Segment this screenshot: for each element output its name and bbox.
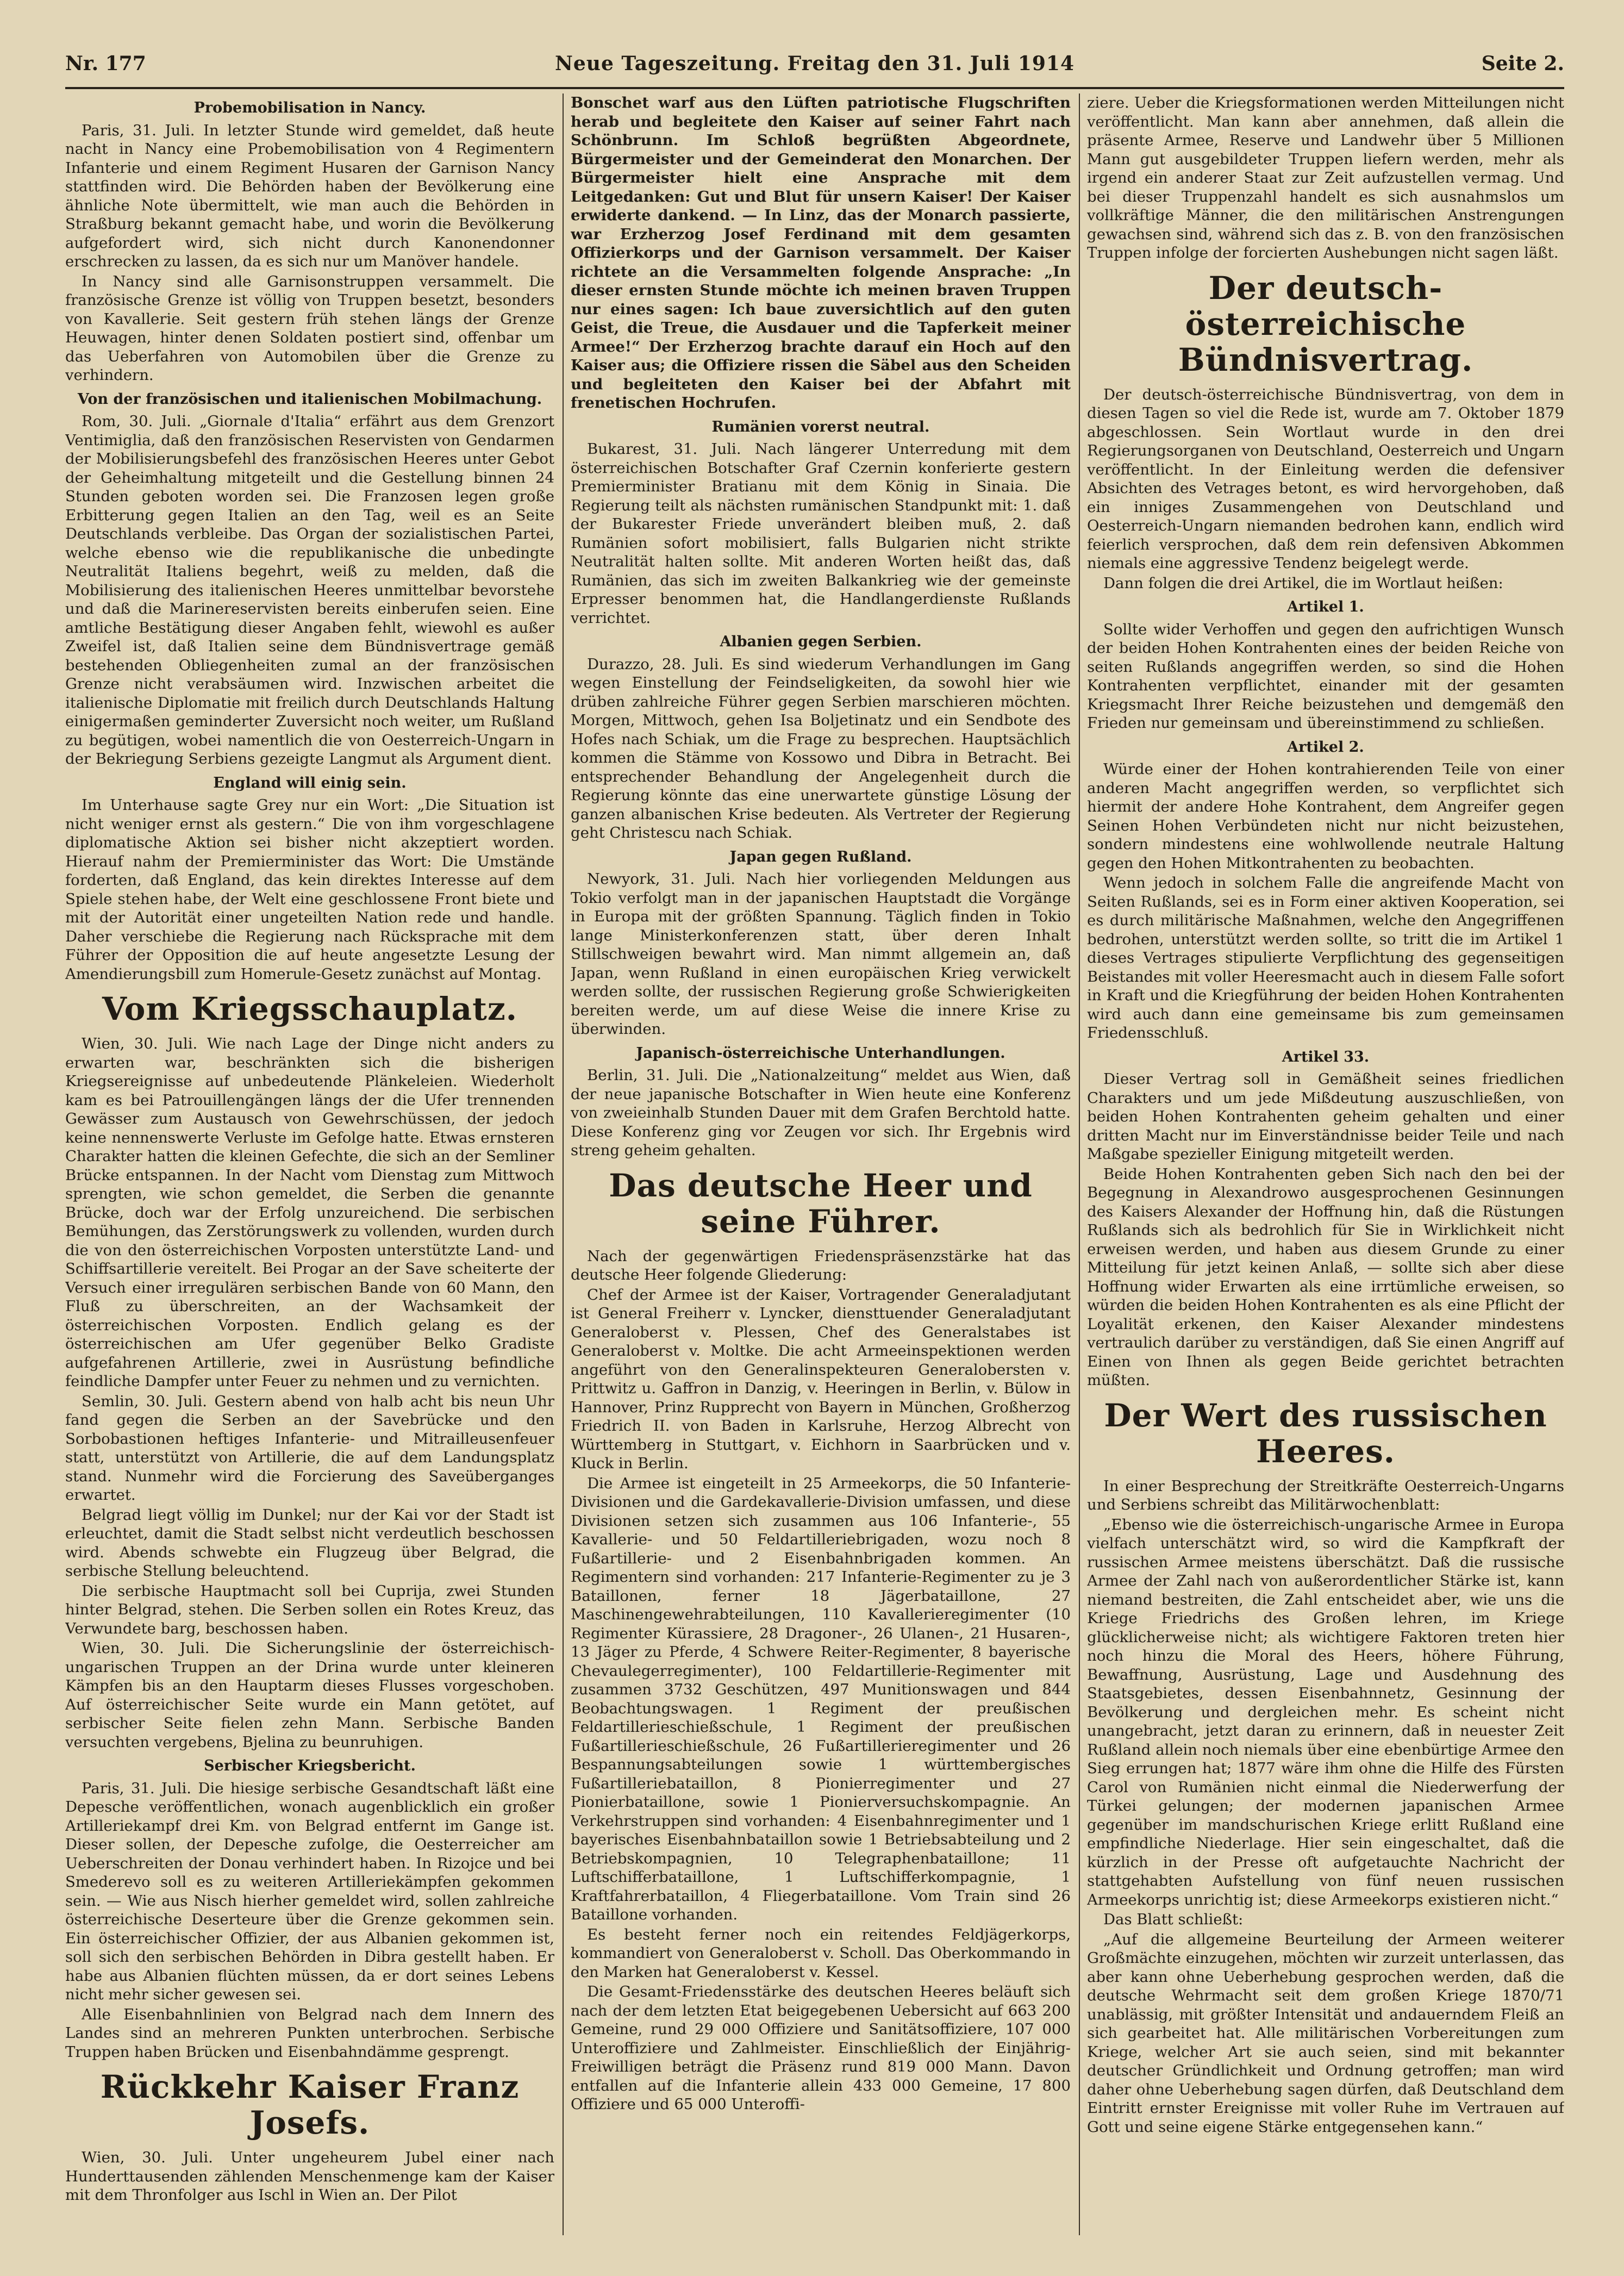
header-rule bbox=[65, 87, 1564, 89]
article-paragraph: In einer Besprechung der Streitkräfte Oesterreich-Ungarns und Serbiens schreibt das Militärwochenblatt: bbox=[1087, 1477, 1564, 1513]
newspaper-title-date: Neue Tageszeitung. Freitag den 31. Juli 1914 bbox=[554, 52, 1075, 75]
section-title: Japanisch-österreichische Unterhandlungen. bbox=[636, 1044, 1005, 1062]
article-paragraph: Sollte wider Verhoffen und gegen den aufrichtigen Wunsch der beiden Hohen Kontrahenten eines der beiden Reiche von seiten Rußlands angegriffen werden, so sind die Hohen Kontrahenten verpflichtet, einander mit der gesamten Kriegsmacht Ihrer Reiche beizustehen und demgemäß den Frieden nur gemeinsam und übereinstimmend zu schließen. bbox=[1087, 620, 1564, 732]
article-paragraph: Beide Hohen Kontrahenten geben Sich nach den bei der Begegnung in Alexandrowo ausgesprochenen Gesinnungen des Kaisers Alexander der Hoffnung hin, daß die Rüstungen Rußlands sich als bedrohlich für Sie in Wirklichkeit nicht erweisen werden, und haben aus diesem Grunde zu einer Mitteilung für jetzt keinen Anlaß, — sollte sich aber diese Hoffnung wider Erwarten als eine irrtümliche erweisen, so würden die beiden Hohen Kontrahenten es als eine Pflicht der Loyalität erkenen, den Kaiser Alexander mindestens vertraulich darüber zu verständigen, daß Sie einen Angriff auf Einen von Ihnen als gegen Beide gerichtet betrachten müßten. bbox=[1087, 1165, 1564, 1389]
article-paragraph: In Nancy sind alle Garnisonstruppen versammelt. Die französische Grenze ist völlig von Truppen besetzt, besonders von Kavallerie. Seit gestern früh stehen längs der Grenze Heuwagen, hinter denen Soldaten postiert sind, offenbar um das Ueberfahren von Automobilen über die Grenze zu verhindern. bbox=[65, 272, 554, 384]
article-paragraph: Das Blatt schließt: bbox=[1103, 1911, 1244, 1928]
article-paragraph: Wien, 30. Juli. Unter ungeheurem Jubel einer nach Hunderttausenden zählenden Menschenmenge kam der Kaiser mit dem Thronfolger aus Ischl in Wien an. Der Pilot bbox=[65, 2149, 554, 2204]
article-paragraph: Nach der gegenwärtigen Friedenspräsenzstärke hat das deutsche Heer folgende Gliederung: bbox=[571, 1247, 1071, 1283]
page-number: Seite 2. bbox=[1481, 52, 1564, 75]
article-paragraph: Alle Eisenbahnlinien von Belgrad nach dem Innern des Landes sind an mehreren Punkten unterbrochen. Serbische Truppen haben Brücken und Eisenbahndämme gesprengt. bbox=[65, 2005, 554, 2061]
article-paragraph: Belgrad liegt völlig im Dunkel; nur der Kai vor der Stadt ist erleuchtet, damit die Stadt selbst nicht verdeutlich beschossen wird. Abends schwebte ein Flugzeug über Belgrad, die serbische Stellung beleuchtend. bbox=[65, 1506, 554, 1580]
section-title: Serbischer Kriegsbericht. bbox=[204, 1757, 416, 1774]
article-paragraph: Die Armee ist eingeteilt in 25 Armeekorps, die 50 Infanterie-Divisionen und die Gardekavallerie-Division umfassen, und diese Divisionen setzen sich zusammen aus 106 Infanterie-, 55 Kavallerie- und 50 Feldartilleriebrigaden, wozu noch 8 Fußartillerie- und 2 Eisenbahnbrigaden kommen. An Regimentern sind vorhanden: 217 Infanterie-Regimenter zu je 3 Bataillonen, ferner 18 Jägerbataillone, 27 Maschinengewehrabteilungen, 110 Kavallerieregimenter (10 Regimenter Kürassiere, 28 Dragoner-, 26 Ulanen-, 21 Husaren-, 13 Jäger zu Pferde, 4 Schwere Reiter-Regimenter, 8 bayerische Chevaulegerregimenter), 100 Feldartillerie-Regimenter mit zusammen 3732 Geschützen, 497 Munitionswagen und 844 Beobachtungswagen. 1 Regiment der preußischen Feldartillerieschießschule, 1 Regiment der preußischen Fußartillerieschießschule, 26 Fußartillerieregimenter und 26 Bespannungsabteilungen sowie 1 württembergisches Fußartilleriebataillon, 8 Pionierregimenter und 27 Pionierbataillone, sowie 1 Pionierversuchskompagnie. An Verkehrstruppen sind vorhanden: 4 Eisenbahnregimenter und 1 bayerisches Eisenbahnbataillon sowie 1 Betriebsabteilung und 2 Betriebskompagnien, 10 Telegraphenbataillone; 11 Luftschifferbataillone, 1 Luftschifferkompagnie, 1 Kraftfahrerbataillon, 4 Fliegerbataillone. Vom Train sind 26 Bataillone vorhanden. bbox=[571, 1474, 1071, 1923]
article-paragraph: Es besteht ferner noch ein reitendes Feldjägerkorps, kommandiert von Generaloberst v. Scholl. Das Oberkommando in den Marken hat Generaloberst v. Kessel. bbox=[571, 1925, 1071, 1981]
column-divider bbox=[1079, 93, 1080, 2235]
column-1 bbox=[65, 93, 554, 2246]
article-paragraph: Wenn jedoch in solchem Falle die angreifende Macht von Seiten Rußlands, sei es in Form einer aktiven Kooperation, sei es durch militärische Maßnahmen, welche den Angegriffenen bedrohen, unterstützt werden sollte, so tritt die im Artikel 1 dieses Vertrages stipulierte Verpflichtung des gegenseitigen Beistandes mit voller Heeresmacht auch in diesem Falle sofort in Kraft und die Kriegführung der beiden Hohen Kontrahenten wird auch dann eine gemeinsame bis zum gemeinsamen Friedensschluß. bbox=[1087, 874, 1564, 1042]
section-title: Artikel 2. bbox=[1287, 738, 1364, 756]
article-paragraph: Im Unterhause sagte Grey nur ein Wort: „Die Situation ist nicht weniger ernst als gestern.“ Die von ihm vorgeschlagene diplomatische Aktion sei bisher nicht akzeptiert worden. Hierauf nahm der Premierminister das Wort: Die Umstände forderten, daß England, das kein direktes Interesse auf dem Spiele stehen habe, der Welt eine geschlossene Front biete und mit der Autorität einer ungeteilten Nation rede und handle. Daher verschiebe die Regierung nach Rücksprache mit dem Führer der Opposition die auf heute angesetzte Lesung der Amendierungsbill zum Homerule-Gesetz zunächst auf Montag. bbox=[65, 796, 554, 983]
article-paragraph: Würde einer der Hohen kontrahierenden Teile von einer anderen Macht angegriffen werden, so verpflichtet sich hiermit der andere Hohe Kontrahent, dem Angreifer gegen Seinen Hohen Verbündeten nicht nur nicht beizustehen, sondern mindestens eine wohlwollende neutrale Haltung gegen den Hohen Mitkontrahenten zu beobachten. bbox=[1087, 760, 1564, 872]
article-paragraph: Chef der Armee ist der Kaiser, Vortragender Generaladjutant ist General Freiherr v. Lyncker, diensttuender Generaladjutant Generaloberst v. Plessen, Chef des Generalstabes ist Generaloberst v. Moltke. Die acht Armeeinspektionen werden angeführt von den Generalinspekteuren Generalobersten v. Prittwitz u. Gaffron in Danzig, v. Heeringen in Berlin, v. Bülow in Hannover, Prinz Rupprecht von Bayern in München, Großherzog Friedrich II. von Baden in Karlsruhe, Herzog Albrecht von Württemberg in Stuttgart, v. Eichhorn in Saarbrücken und v. Kluck in Berlin. bbox=[571, 1286, 1071, 1472]
section-title: Japan gegen Rußland. bbox=[729, 848, 912, 865]
article-paragraph: Semlin, 30. Juli. Gestern abend von halb acht bis neun Uhr fand gegen die Serben an der Savebrücke und den Sorbobastionen heftiges Infanterie- und Mitrailleusenfeuer statt, unterstützt von Artillerie, die auf dem Landungsplatz stand. Nunmehr wird die Forcierung des Saveüberganges erwartet. bbox=[65, 1392, 554, 1504]
issue-number: Nr. 177 bbox=[65, 52, 146, 75]
column-3 bbox=[1087, 93, 1564, 2246]
column-2 bbox=[571, 93, 1071, 2246]
article-paragraph: „Ebenso wie die österreichisch-ungarische Armee in Europa vielfach unterschätzt wird, so wird die Kampfkraft der russischen Armee meistens überschätzt. Daß die russische Armee der Zahl nach von außerordentlicher Stärke ist, kann niemand bestreiten, die Zahl entscheidet aber, wie uns die Kriege Friedrichs des Großen lehren, im Kriege glücklicherweise nicht; als wichtigere Faktoren treten hier noch hinzu die Moral des Heers, höhere Führung, Bewaffnung, Ausrüstung, Lage und Ausdehnung des Staatsgebietes, dessen Eisenbahnnetz, Gesinnung der Bevölkerung und dergleichen mehr. Es scheint nicht unangebracht, jetzt daran zu erinnern, daß in neuester Zeit Rußland allein noch niemals über eine ebenbürtige Armee den Sieg errungen hat; 1877 wäre ihm ohne die Hilfe des Fürsten Carol von Rumänien nicht einmal die Niederwerfung der Türkei gelungen; der modernen japanischen Armee gegenüber im mandschurischen Kriege erlitt Rußland eine empfindliche Niederlage. Hier sein eingeschaltet, daß die kürzlich in der Presse oft aufgetauchte Nachricht der stattgehabten Aufstellung von fünf neuen russischen Armeekorps unrichtig ist; diese Armeekorps existieren nicht.“ bbox=[1087, 1516, 1564, 1909]
article-paragraph: Bukarest, 31. Juli. Nach längerer Unterredung mit dem österreichischen Botschafter Graf Czernin konferierte gestern Premierminister Bratianu mit dem König in Sinaia. Die Regierung teilt als nächsten rumänischen Standpunkt mit: 1. daß der Bukarester Friede unverändert bleiben muß, 2. daß Rumänien sofort mobilisiert, falls Bulgarien nicht strikte Neutralität halten sollte. Mit anderen Worten heißt das, daß Rumänien, das sich im zweiten Balkankrieg wie der gemeinste Erpresser benommen hat, die Handlangerdienste Rußlands verrichtet. bbox=[571, 440, 1071, 627]
section-title: Von der französischen und italienischen Mobilmachung. bbox=[77, 390, 542, 408]
masthead bbox=[65, 52, 1564, 85]
article-paragraph: Wien, 30. Juli. Wie nach Lage der Dinge nicht anders zu erwarten war, beschränkten sich die bisherigen Kriegsereignisse auf unbedeutende Plänkeleien. Wiederholt kam es bei Patrouillengängen längs der die Ufer trennenden Gewässer zum Austausch von Gewehrschüssen, der jedoch keine nennenswerte Verluste im Gefolge hatte. Etwas ernsteren Charakter hatten die kleinen Gefechte, die sich an der Semliner Brücke entspannen. In der Nacht vom Dienstag zum Mittwoch sprengten, wie schon gemeldet, die Serben die genannte Brücke, doch war der Erfolg unzureichend. Die serbischen Bemühungen, das Zerstörungswerk zu vollenden, wurden durch die von den österreichischen Vorposten unterstützte Land- und Schiffsartillerie vereitelt. Bei Progar an der Save scheiterte der Versuch einer irregulären serbischen Bande von 60 Mann, den Fluß zu überschreiten, an der Wachsamkeit der österreichischen Vorposten. Endlich gelang es der österreichischen am Ufer gegenüber Belko Gradiste aufgefahrenen Artillerie, zwei in Ausrüstung befindliche feindliche Dampfer unter Feuer zu nehmen und zu vernichten. bbox=[65, 1035, 554, 1390]
article-paragraph: Durazzo, 28. Juli. Es sind wiederum Verhandlungen im Gang wegen Einstellung der Feindseligkeiten, da sowohl hier wie drüben zahlreiche Führer gegen Serbien marschieren möchten. Morgen, Mittwoch, gehen Isa Boljetinatz und ein Sendbote des Hofes nach Schiak, um die Frage zu besprechen. Hauptsächlich kommen die Stämme von Kossowo und Dibra in Betracht. Bei entsprechender Behandlung der Angelegenheit durch die Regierung könnte das eine unerwartete günstige Lösung der ganzen albanischen Krise bedeuten. Als Vertreter der Regierung geht Christescu nach Schiak. bbox=[571, 655, 1071, 841]
article-paragraph: Die serbische Hauptmacht soll bei Cuprija, zwei Stunden hinter Belgrad, stehen. Die Serben sollen ein Rotes Kreuz, das Verwundete barg, beschossen haben. bbox=[65, 1582, 554, 1637]
article-paragraph: ziere. Ueber die Kriegsformationen werden Mitteilungen nicht veröffentlicht. Man kann aber annehmen, daß allein die präsente Armee, Reserve und Landwehr über 5 Millionen Mann gut ausgebildeter Truppen liefern werden, mehr als irgend ein anderer Staat zur Zeit aufzustellen vermag. Und bei dieser Truppenzahl handelt es sich ausnahmslos um vollkräftige Männer, die den militärischen Anstrengungen gewachsen sind, während sich das z. B. von den französischen Truppen infolge der forcierten Aushebungen nicht sagen läßt. bbox=[1087, 94, 1564, 261]
article-paragraph: Dieser Vertrag soll in Gemäßheit seines friedlichen Charakters und um jede Mißdeutung auszuschließen, von beiden Hohen Kontrahenten geheim gehalten und einer dritten Macht nur im Einverständnisse beider Teile und nach Maßgabe spezieller Einigung mitgeteilt werden. bbox=[1087, 1070, 1564, 1163]
article-paragraph: Die Gesamt-Friedensstärke des deutschen Heeres beläuft sich nach der dem letzten Etat beigegebenen Uebersicht auf 663 200 Gemeine, rund 29 000 Offiziere und Sanitätsoffiziere, 107 000 Unteroffiziere und Zahlmeister. Einschließlich der Einjährig-Freiwilligen beträgt die Präsenz rund 819 000 Mann. Davon entfallen auf die Infanterie allein 433 000 Gemeine, 17 800 Offiziere und 65 000 Unteroffi- bbox=[571, 1983, 1071, 2113]
headline-heer: Das deutsche Heer und seine Führer. bbox=[609, 1167, 1033, 1240]
article-paragraph: Dann folgen die drei Artikel, die im Wortlaut heißen: bbox=[1103, 574, 1503, 592]
article-paragraph: „Auf die allgemeine Beurteilung der Armeen weiterer Großmächte einzugehen, möchten wir zurzeit unterlassen, das aber kann ohne Ueberhebung gesprochen werden, daß die deutsche Wehrmacht seit dem großen Kriege 1870/71 unablässig, mit größter Intensität und andauerndem Fleiß an sich gearbeitet hat. Alle militärischen Vorbereitungen zum Kriege, welcher Art sie auch seien, sind mit bekannter deutscher Gründlichkeit und Ordnung getroffen; man wird daher ohne Ueberhebung sagen dürfen, daß Deutschland dem Eintritt ernster Ereignisse mit voller Ruhe im Vertrauen auf Gott und seine eigene Stärke entgegensehen kann.“ bbox=[1087, 1930, 1564, 2136]
section-title: Rumänien vorerst neutral. bbox=[711, 418, 930, 435]
article-paragraph: Newyork, 31. Juli. Nach hier vorliegenden Meldungen aus Tokio verfolgt man in der japanischen Hauptstadt die Vorgänge in Europa mit der größten Spannung. Täglich finden in Tokio lange Ministerkonferenzen statt, über deren Inhalt Stillschweigen bewahrt wird. Man nimmt allgemein an, daß Japan, wenn Rußland in einen europäischen Krieg verwickelt werden sollte, der russischen Regierung große Schwierigkeiten bereiten werde, um auf diese Weise die innere Krise zu überwinden. bbox=[571, 870, 1071, 1038]
article-paragraph: Der deutsch-österreichische Bündnisvertrag, von dem in diesen Tagen so viel die Rede ist, wurde am 7. Oktober 1879 abgeschlossen. Sein Wortlaut wurde in den drei Regierungsorganen von Deutschland, Oesterreich und Ungarn veröffentlicht. In der Einleitung werden die defensiver Absichten des Vetrages betont, es wird hervorgehoben, daß ein inniges Zusammengehen von Deutschland und Oesterreich-Ungarn niemanden bedrohen kann, endlich wird feierlich versprochen, daß dem rein defensiven Abkommen niemals eine aggressive Tendenz beigelegt werde. bbox=[1087, 385, 1564, 572]
headline-wert-russisches-heer: Der Wert des russischen Heeres. bbox=[1104, 1396, 1547, 1470]
article-paragraph: Berlin, 31. Juli. Die „Nationalzeitung“ meldet aus Wien, daß der neue japanische Botschafter in Wien heute eine Konferenz von zweieinhalb Stunden Dauer mit dem Grafen Berchtold hatte. Diese Konferenz ging vor Zeugen vor sich. Ihr Ergebnis wird streng geheim gehalten. bbox=[571, 1067, 1071, 1159]
section-title: England will einig sein. bbox=[213, 774, 407, 791]
section-title: Probemobilisation in Nancy. bbox=[193, 99, 426, 116]
article-paragraph: Bonschet warf aus den Lüften patriotische Flugschriften herab und begleitete den Kaiser auf seiner Fahrt nach Schönbrunn. Im Schloß begrüßten Abgeordnete, Bürgermeister und der Gemeinderat den Monarchen. Der Bürgermeister hielt eine Ansprache mit dem Leitgedanken: Gut und Blut für unsern Kaiser! Der Kaiser erwiderte dankend. — In Linz, das der Monarch passierte, war Erzherzog Josef Ferdinand mit dem gesamten Offizierkorps und der Garnison versammelt. Der Kaiser richtete an die Versammelten folgende Ansprache: „In dieser ernsten Stunde möchte ich meinen braven Truppen nur eines sagen: Ich baue zuversichtlich auf den guten Geist, die Treue, die Ausdauer und die Tapferkeit meiner Armee!“ Der Erzherzog brachte darauf ein Hoch auf den Kaiser aus; die Offiziere rissen die Säbel aus den Scheiden und begleiteten den Kaiser bei der Abfahrt mit frenetischen Hochrufen. bbox=[571, 94, 1071, 411]
article-paragraph: Paris, 31. Juli. In letzter Stunde wird gemeldet, daß heute nacht in Nancy eine Probemobilisation von 4 Regimentern Infanterie und einem Regiment Husaren der Garnison Nancy stattfinden wird. Die Behörden haben der Bevölkerung eine ähnliche Note übermittelt, wie man auch die Behörden in Straßburg bekannt gemacht habe, und worin die Bevölkerung aufgefordert wird, sich nicht durch Kanonendonner erschrecken zu lassen, da es sich nur um Manöver handele. bbox=[65, 121, 554, 270]
headline-buendnisvertrag: Der deutsch-österreichische Bündnisvertrag. bbox=[1178, 269, 1473, 378]
article-paragraph: Wien, 30. Juli. Die Sicherungslinie der österreichisch-ungarischen Truppen an der Drina wurde unter kleineren Kämpfen bis an den Hauptarm dieses Flusses vorgeschoben. Auf österreichischer Seite wurde ein Mann getötet, auf serbischer Seite fielen zehn Mann. Serbische Banden versuchten vergebens, Bjelina zu beunruhigen. bbox=[65, 1639, 554, 1751]
section-title: Artikel 33. bbox=[1282, 1048, 1370, 1065]
column-divider bbox=[563, 93, 564, 2235]
section-title: Albanien gegen Serbien. bbox=[720, 633, 922, 650]
headline-kriegsschauplatz: Vom Kriegsschauplatz. bbox=[102, 990, 517, 1027]
article-paragraph: Rom, 30. Juli. „Giornale d'Italia“ erfährt aus dem Grenzort Ventimiglia, daß den französischen Reservisten von Gendarmen der Mobilisierungsbefehl des französischen Heeres unter Gebot der Geheimhaltung mitgeteilt und die Gestellung binnen 24 Stunden geboten worden sei. Die Franzosen legen große Erbitterung gegen Italien an den Tag, weil es an Seite Deutschlands verbleibe. Das Organ der sozialistischen Partei, welche ebenso wie die republikanische die unbedingte Neutralität Italiens begehrt, weiß zu melden, daß die Mobilisierung des italienischen Heeres unmittelbar bevorstehe und daß die Marinereservisten bereits einberufen seien. Eine amtliche Bestätigung dieser Angaben fehlt, wiewohl es außer Zweifel ist, daß Italien seine dem Bündnisvertrage gemäß bestehenden Obliegenheiten zumal an der französischen Grenze nicht verabsäumen wird. Inzwischen arbeitet die italienische Diplomatie mit freilich durch Deutschlands Haltung einigermaßen geminderter Zuversicht noch weiter, um Rußland zu begütigen, wobei namentlich die von Oesterreich-Ungarn in der Bekriegung Serbiens gezeigte Langmut als Argument dient. bbox=[65, 413, 554, 768]
headline-rueckkehr: Rückkehr Kaiser Franz Josefs. bbox=[100, 2068, 520, 2141]
section-title: Artikel 1. bbox=[1287, 598, 1364, 615]
article-paragraph: Paris, 31. Juli. Die hiesige serbische Gesandtschaft läßt eine Depesche veröffentlichen, wonach augenblicklich ein großer Artilleriekampf drei Km. von Belgrad entfernt im Gange ist. Dieser sollen, der Depesche zufolge, die Oesterreicher am Ueberschreiten der Donau verhindert haben. In Rizojce und bei Smederevo soll es zu weiteren Artilleriekämpfen gekommen sein. — Wie aus Nisch hierher gemeldet wird, sollen zahlreiche österreichische Deserteure über die Grenze gekommen sein. Ein österreichischer Offizier, der aus Albanien gekommen ist, soll sich den serbischen Behörden in Dibra gestellt haben. Er habe aus Albanien flüchten müssen, da er dort seines Lebens nicht mehr sicher gewesen sei. bbox=[65, 1779, 554, 2003]
